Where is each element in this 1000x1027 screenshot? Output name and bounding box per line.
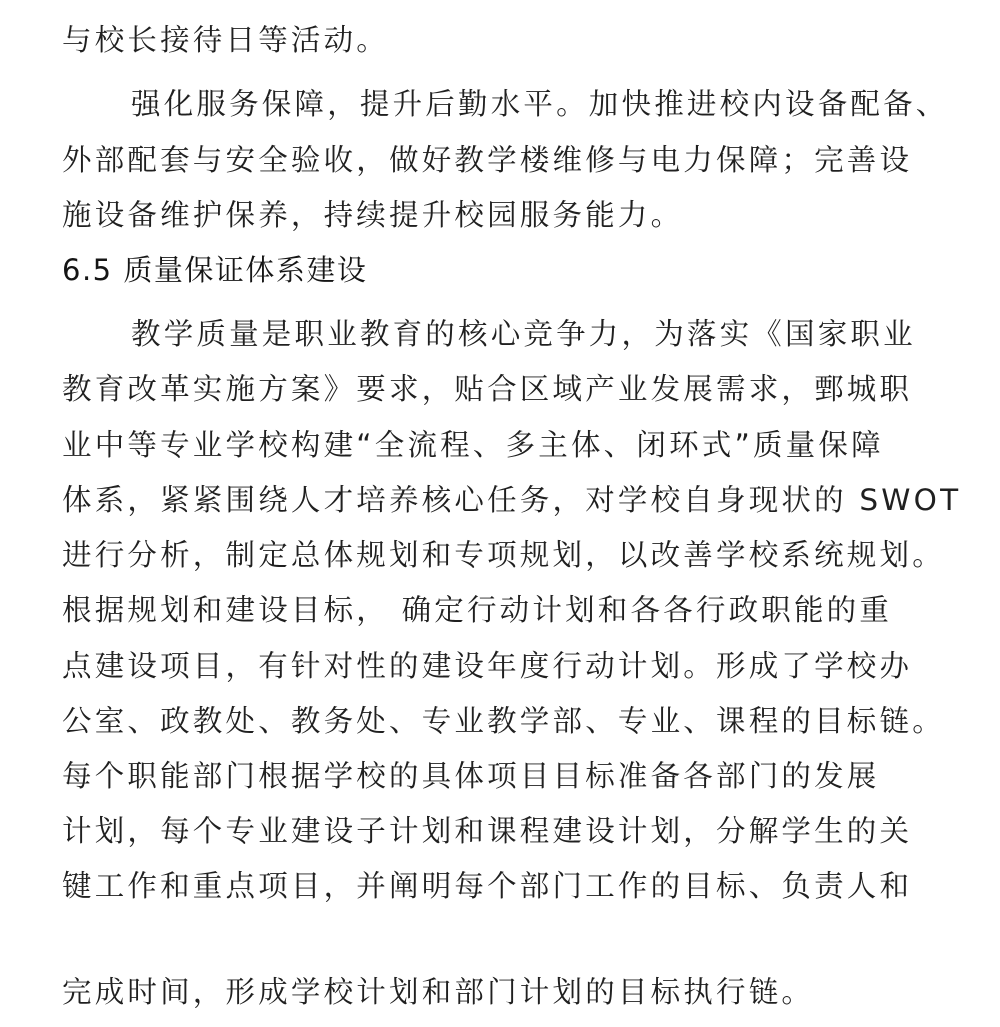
paragraph-line-6: 根据规划和建设目标， 确定行动计划和各各行政职能的重 xyxy=(62,593,893,627)
text-line-4: 施设备维护保养，持续提升校园服务能力。 xyxy=(62,198,684,232)
paragraph-line-9: 每个职能部门根据学校的具体项目目标准备各部门的发展 xyxy=(62,759,880,793)
paragraph-line-1: 教学质量是职业教育的核心竞争力，为落实《国家职业 xyxy=(131,317,916,351)
paragraph-line-3: 业中等专业学校构建“全流程、多主体、闭环式”质量保障 xyxy=(62,428,884,462)
paragraph-line-10: 计划，每个专业建设子计划和课程建设计划，分解学生的关 xyxy=(62,814,913,848)
paragraph-line-4: 体系，紧紧围绕人才培养核心任务，对学校自身现状的 SWOT xyxy=(62,483,962,517)
text-line-1: 与校长接待日等活动。 xyxy=(62,23,390,57)
paragraph-line-7: 点建设项目，有针对性的建设年度行动计划。形成了学校办 xyxy=(62,649,913,683)
paragraph-line-8: 公室、政教处、教务处、专业教学部、专业、课程的目标链。 xyxy=(62,704,945,738)
paragraph-line-11: 键工作和重点项目，并阐明每个部门工作的目标、负责人和 xyxy=(62,869,913,903)
paragraph-line-2: 教育改革实施方案》要求，贴合区域产业发展需求，鄄城职 xyxy=(62,372,913,406)
text-line-3: 外部配套与安全验收，做好教学楼维修与电力保障；完善设 xyxy=(62,143,913,177)
paragraph-line-5: 进行分析，制定总体规划和专项规划，以改善学校系统规划。 xyxy=(62,538,945,572)
section-heading: 6.5 质量保证体系建设 xyxy=(62,253,368,287)
paragraph-line-12: 完成时间，形成学校计划和部门计划的目标执行链。 xyxy=(62,975,815,1009)
text-line-2: 强化服务保障，提升后勤水平。加快推进校内设备配备、 xyxy=(131,87,949,121)
